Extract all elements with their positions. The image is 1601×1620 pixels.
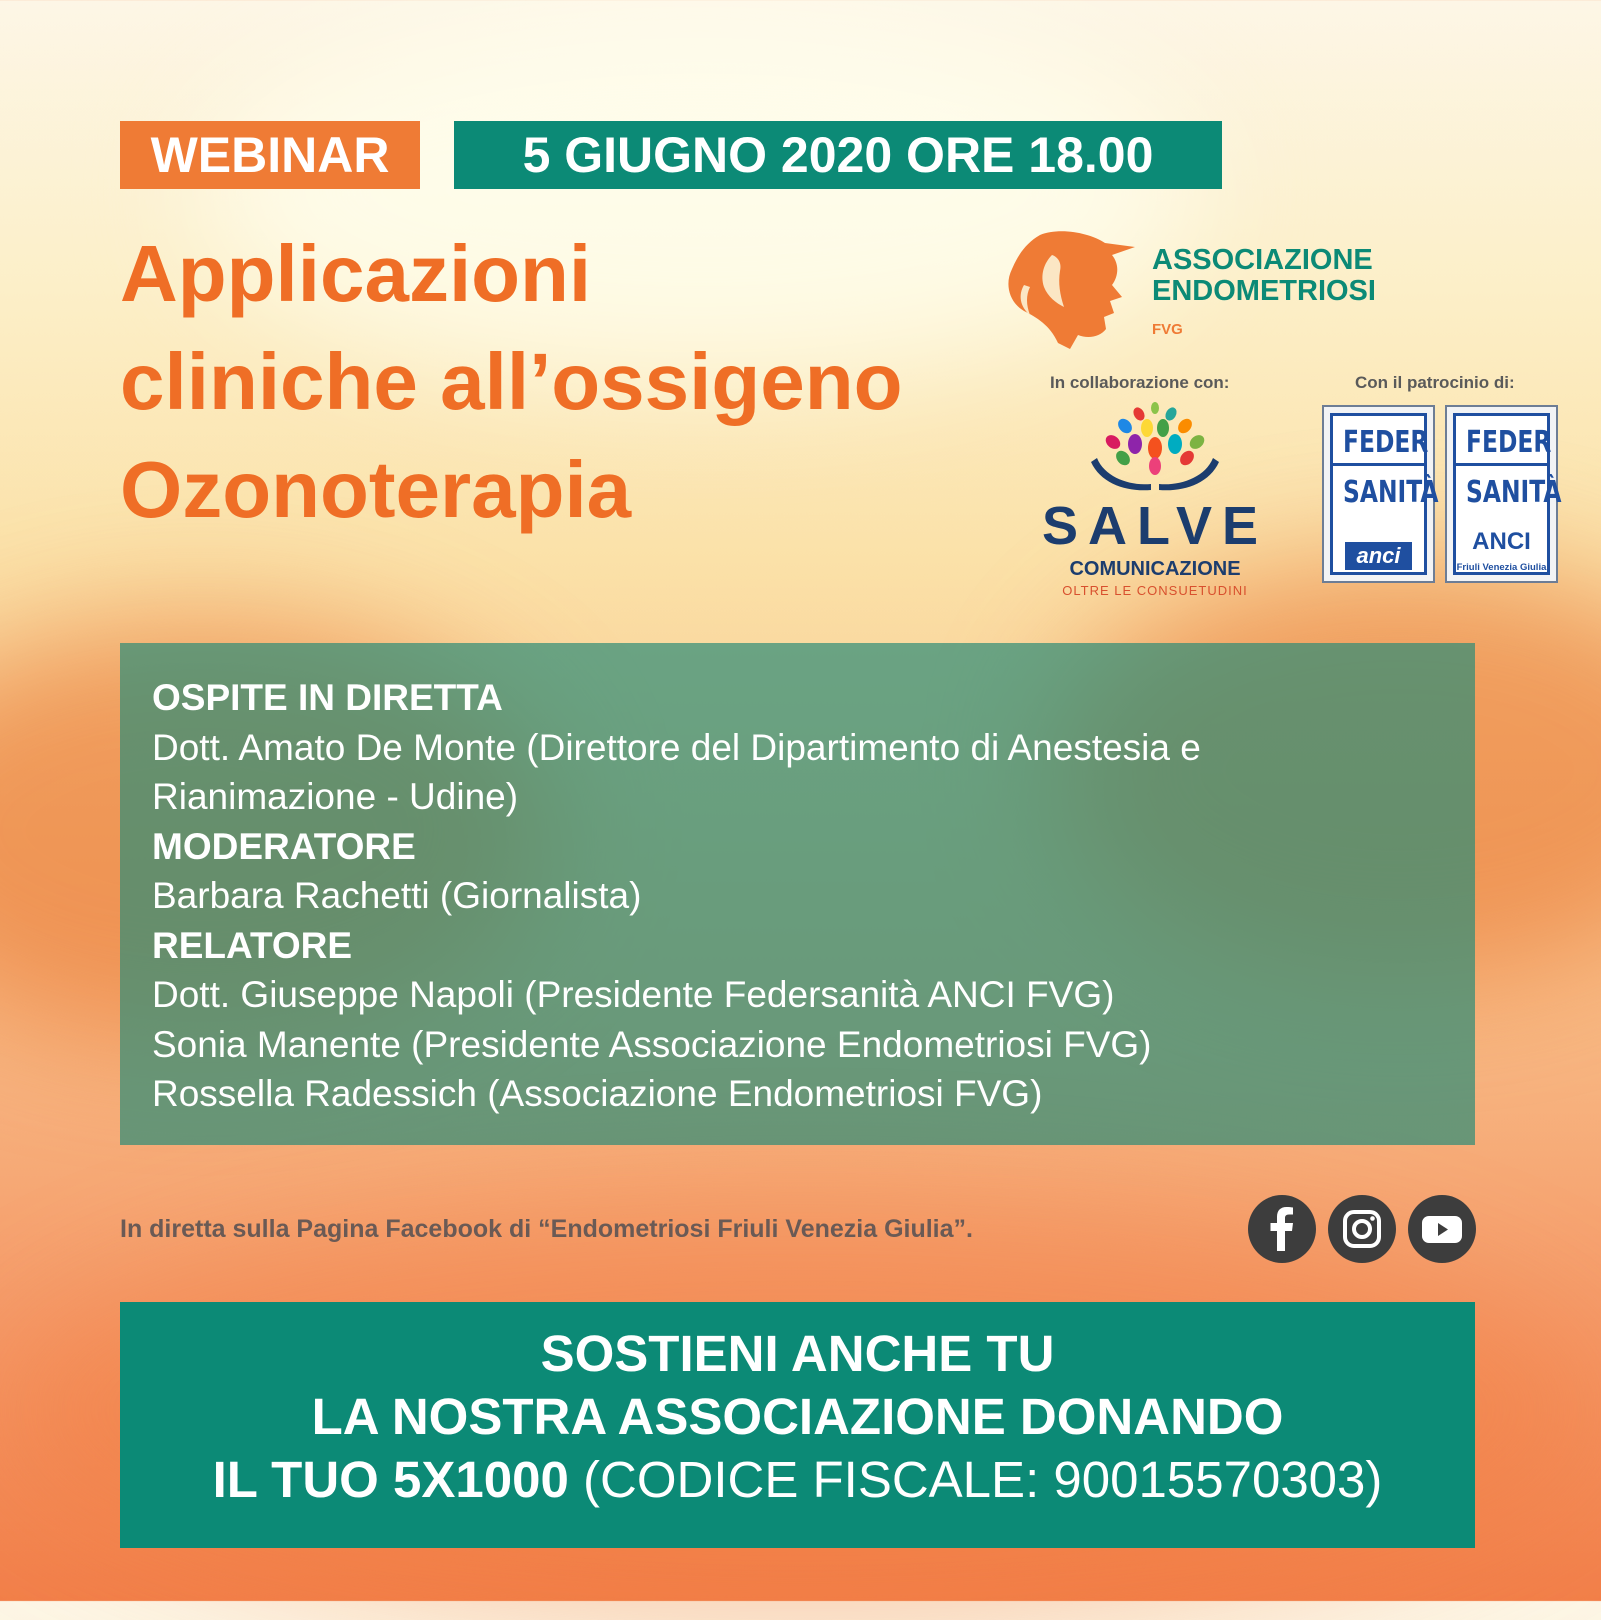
title-line-3: Ozonoterapia xyxy=(120,445,632,534)
title-line-1: Applicazioni xyxy=(120,229,592,318)
webinar-badge: WEBINAR xyxy=(120,121,420,189)
association-region: FVG xyxy=(1152,321,1183,338)
collaboration-label: In collaborazione con: xyxy=(1050,373,1230,392)
federsanita-anci-fvg-logo: FEDER SANITÀ ANCI Friuli Venezia Giulia xyxy=(1445,405,1558,583)
instagram-icon[interactable] xyxy=(1328,1195,1396,1263)
speakers-panel xyxy=(120,643,1475,1145)
speaker-item: Sonia Manente (Presidente Associazione Endometriosi FVG) xyxy=(152,1023,1152,1065)
tree-hands-icon xyxy=(1035,400,1275,492)
donation-5x1000: IL TUO 5X1000 xyxy=(212,1451,569,1508)
donation-line-3 xyxy=(120,1448,1475,1511)
live-stream-note: In diretta sulla Pagina Facebook di “Endometriosi Friuli Venezia Giulia”. xyxy=(120,1215,973,1243)
speaker-heading: RELATORE xyxy=(152,924,353,966)
donation-line-2: LA NOSTRA ASSOCIAZIONE DONANDO xyxy=(311,1388,1284,1445)
youtube-icon[interactable] xyxy=(1408,1195,1476,1263)
moderator-heading: MODERATORE xyxy=(152,825,416,867)
event-date-badge: 5 GIUGNO 2020 ORE 18.00 xyxy=(454,121,1222,189)
salve-subtitle: COMUNICAZIONE xyxy=(1069,558,1241,580)
association-name: ASSOCIAZIONE ENDOMETRIOSI xyxy=(1152,244,1376,307)
guest-line: Dott. Amato De Monte (Direttore del Dipartimento di Anestesia e xyxy=(152,726,1201,768)
event-title xyxy=(120,220,902,544)
associazione-endometriosi-logo xyxy=(1000,225,1400,365)
salve-comunicazione-logo xyxy=(1035,400,1275,605)
woman-profile-icon xyxy=(1000,225,1150,350)
title-line-2: cliniche all’ossigeno xyxy=(120,337,903,426)
facebook-icon[interactable] xyxy=(1248,1195,1316,1263)
patronage-label: Con il patrocinio di: xyxy=(1355,373,1515,392)
donation-line-1: SOSTIENI ANCHE TU xyxy=(540,1325,1055,1382)
salve-title: SALVE xyxy=(1041,496,1269,556)
guest-heading: OSPITE IN DIRETTA xyxy=(152,677,503,718)
fiscal-code: (CODICE FISCALE: 90015570303) xyxy=(583,1451,1383,1508)
salve-tagline: OLTRE LE CONSUETUDINI xyxy=(1062,583,1248,598)
federsanita-anci-logo: FEDER SANITÀ anci xyxy=(1322,405,1435,583)
moderator-name: Barbara Rachetti (Giornalista) xyxy=(152,875,642,916)
speaker-item: Rossella Radessich (Associazione Endometriosi FVG) xyxy=(152,1073,1043,1114)
donation-banner xyxy=(120,1302,1475,1548)
speaker-item: Dott. Giuseppe Napoli (Presidente Federsanità ANCI FVG) xyxy=(152,974,1115,1015)
guest-line: Rianimazione - Udine) xyxy=(152,776,519,817)
